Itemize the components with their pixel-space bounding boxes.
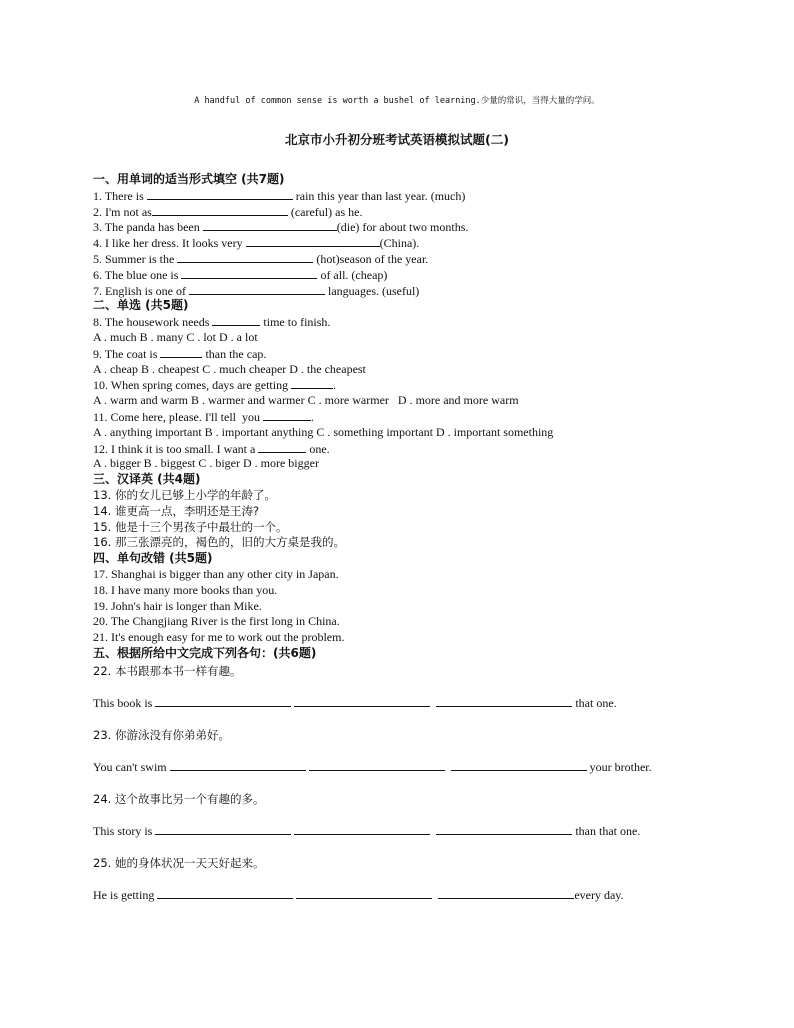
- section-heading: 二、单选 (共5题): [93, 298, 189, 313]
- question-24: 24. 这个故事比另一个有趣的多。: [93, 791, 265, 806]
- answer-blank: [436, 695, 572, 707]
- answer-blank: [147, 188, 293, 200]
- answer-blank: [291, 377, 333, 389]
- question-21: 21. It's enough easy for me to work out the problem.: [93, 630, 345, 645]
- question-19: 19. John's hair is longer than Mike.: [93, 598, 262, 613]
- answer-line-22: This book is that one.: [93, 695, 617, 710]
- question-13: 13. 你的女儿已够上小学的年龄了。: [93, 487, 276, 502]
- question-5: 5. Summer is the (hot)season of the year.: [93, 251, 429, 266]
- question-7: 7. English is one of languages. (useful): [93, 283, 420, 298]
- section-heading: 五、根据所给中文完成下列各句：(共6题): [93, 645, 317, 660]
- answer-blank: [451, 759, 587, 771]
- answer-line-24: This story is than that one.: [93, 823, 641, 838]
- question-11: 11. Come here, please. I'll tell you .: [93, 409, 315, 424]
- answer-blank: [203, 219, 337, 231]
- question-16: 16. 那三张漂亮的，褐色的，旧的大方桌是我的。: [93, 535, 345, 550]
- answer-blank: [263, 409, 311, 421]
- choices-9: A . cheap B . cheapest C . much cheaper D . the cheapest: [93, 361, 366, 376]
- answer-blank: [152, 204, 288, 216]
- question-25: 25. 她的身体状况一天天好起来。: [93, 855, 265, 870]
- question-1: 1. There is rain this year than last year. (much): [93, 188, 466, 203]
- choices-10: A . warm and warm B . warmer and warmer C . more warmer D . more and more warm: [93, 393, 519, 408]
- question-8: 8. The housework needs time to finish.: [93, 315, 331, 330]
- question-20: 20. The Changjiang River is the first long in China.: [93, 614, 340, 629]
- choices-8: A . much B . many C . lot D . a lot: [93, 329, 258, 344]
- question-12: 12. I think it is too small. I want a one.: [93, 441, 330, 456]
- question-22: 22. 本书跟那本书一样有趣。: [93, 663, 242, 678]
- question-6: 6. The blue one is of all. (cheap): [93, 267, 388, 282]
- question-4: 4. I like her dress. It looks very (China).: [93, 236, 420, 251]
- answer-blank: [246, 235, 380, 247]
- answer-blank: [438, 887, 574, 899]
- question-10: 10. When spring comes, days are getting .: [93, 378, 337, 393]
- section-heading: 三、汉译英 (共4题): [93, 472, 201, 487]
- section-heading: 四、单句改错 (共5题): [93, 551, 213, 566]
- page-motto: A handful of common sense is worth a bushel of learning.少量的常识，当得大量的学问。: [194, 96, 600, 106]
- answer-blank: [212, 314, 260, 326]
- question-23: 23. 你游泳没有你弟弟好。: [93, 727, 230, 742]
- answer-blank: [189, 283, 325, 295]
- question-3: 3. The panda has been (die) for about two months.: [93, 220, 469, 235]
- answer-blank: [155, 823, 291, 835]
- question-2: 2. I'm not as (careful) as he.: [93, 204, 363, 219]
- answer-blank: [294, 695, 430, 707]
- answer-blank: [309, 759, 445, 771]
- page-title: 北京市小升初分班考试英语模拟试题(二): [285, 132, 509, 147]
- answer-blank: [436, 823, 572, 835]
- answer-blank: [177, 251, 313, 263]
- answer-blank: [181, 267, 317, 279]
- question-17: 17. Shanghai is bigger than any other city in Japan.: [93, 566, 339, 581]
- answer-blank: [296, 887, 432, 899]
- answer-line-25: He is getting every day.: [93, 887, 624, 902]
- choices-11: A . anything important B . important anything C . something important D . important something: [93, 424, 554, 439]
- answer-line-23: You can't swim your brother.: [93, 759, 652, 774]
- section-heading: 一、用单词的适当形式填空 (共7题): [93, 172, 285, 186]
- choices-12: A . bigger B . biggest C . biger D . more bigger: [93, 456, 319, 471]
- question-9: 9. The coat is than the cap.: [93, 346, 267, 361]
- answer-blank: [160, 346, 202, 358]
- answer-blank: [294, 823, 430, 835]
- question-15: 15. 他是十三个男孩子中最壮的一个。: [93, 519, 288, 534]
- answer-blank: [157, 887, 293, 899]
- answer-blank: [170, 759, 306, 771]
- answer-blank: [155, 695, 291, 707]
- exam-body: [93, 172, 713, 904]
- answer-blank: [258, 441, 306, 453]
- question-14: 14. 谁更高一点，李明还是王涛?: [93, 503, 260, 518]
- question-18: 18. I have many more books than you.: [93, 582, 278, 597]
